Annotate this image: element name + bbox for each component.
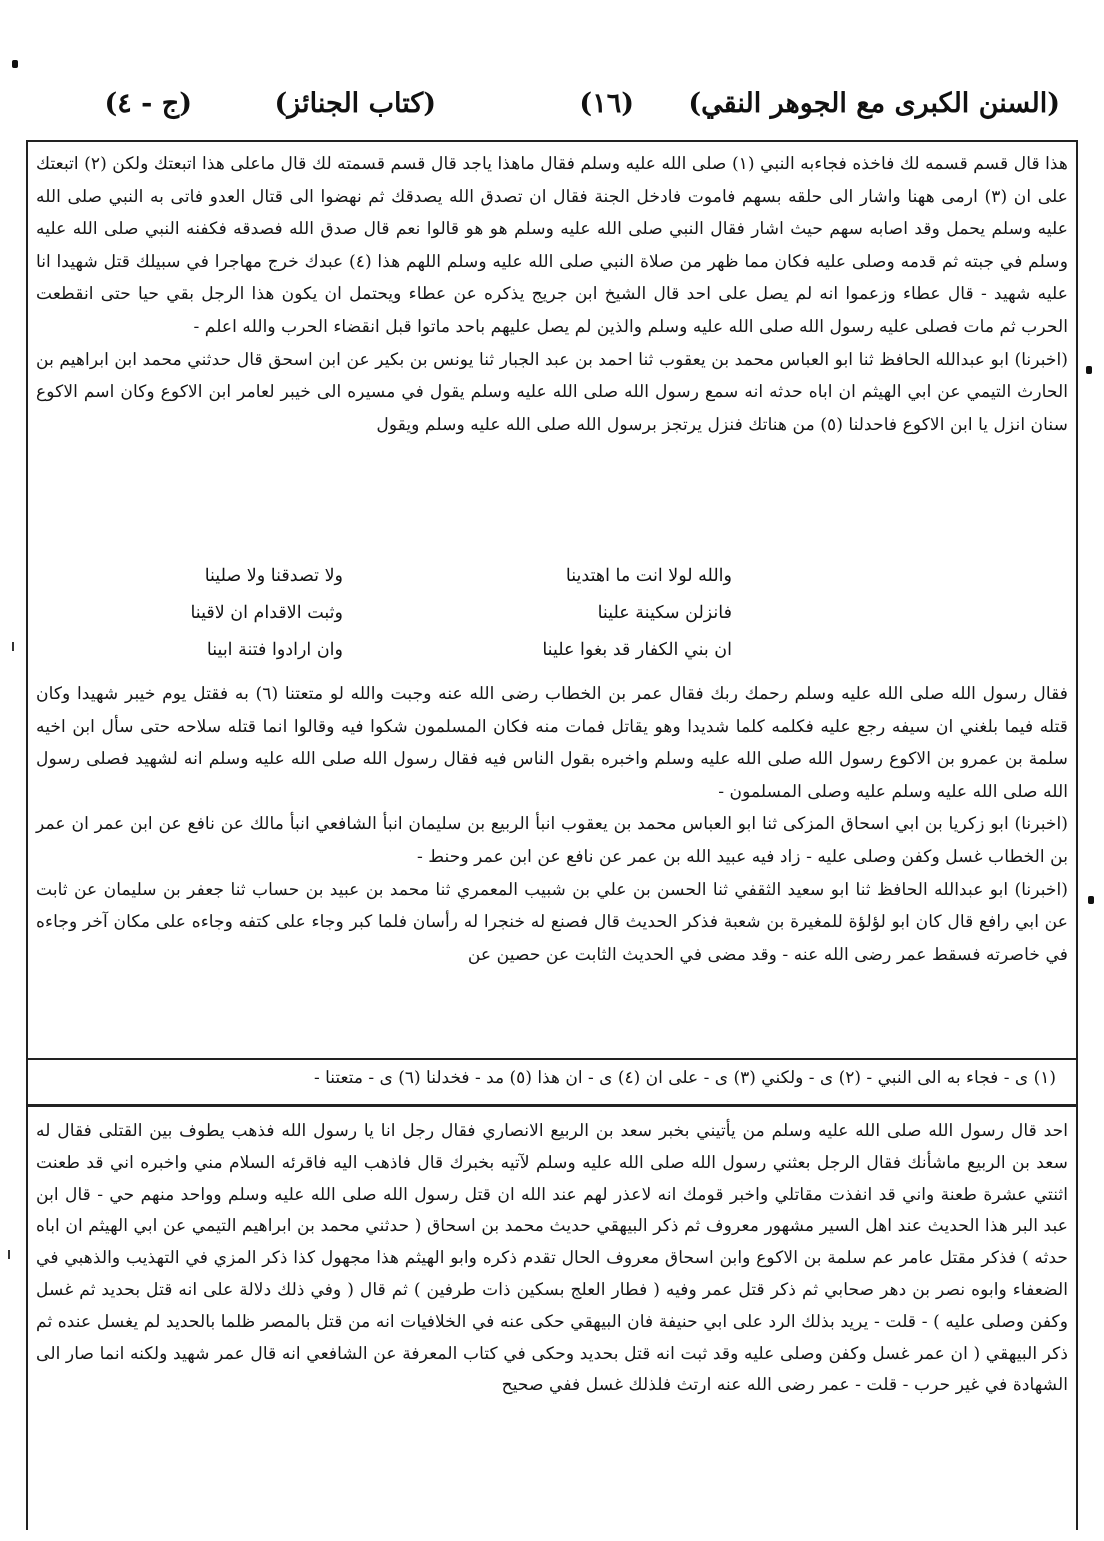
commentary-separator [26, 1104, 1078, 1107]
margin-mark [12, 642, 14, 651]
paragraph: (اخبرنا) ابو زكريا بن ابي اسحاق المزكى ثنا ابو العباس محمد بن يعقوب انبأ الربيع بن سليمان انبأ الشافعي انبأ مالك عن نافع عن ابن عمر ان عمر بن الخطاب غسل وكفن وصلى عليه - زاد فيه عبيد الله بن عمر عن نافع عن ابن عمر وحنط - [36, 814, 1068, 867]
margin-mark [1086, 366, 1092, 374]
paragraph: (اخبرنا) ابو عبدالله الحافظ ثنا ابو سعيد الثقفي ثنا الحسن بن علي بن شبيب المعمري ثنا محمد بن عبيد بن حساب ثنا جعفر بن سليمان عن ثابت عن ابي رافع قال كان ابو لؤلؤة للمغيرة بن شعبة فذكر الحديث قال فصنع له خنجرا له رأسان فلما كبر وجاء على كتفه وجاءه على مكان آخر وجاءه في خاصرته فسقط عمر رضى الله عنه - وقد مضى في الحديث الثابت عن حصين عن [36, 879, 1069, 965]
margin-mark [12, 60, 18, 68]
commentary-text [36, 1116, 1068, 1402]
paragraph: احد قال رسول الله صلى الله عليه وسلم من يأتيني بخبر سعد بن الربيع الانصاري فقال رجل انا يا رسول الله فذهب يطوف بين القتلى فقال له سعد بن الربيع ماشأنك فقال الرجل بعثني رسول الله صلى الله عليه وسلم لآتيه بخبرك قال فاذهب اليه فاقرئه السلام مني واخبره اني قد طعنت اثنتي عشرة طعنة واني قد انفذت مقاتلي واخبر قومك انه لاعذر لهم عند الله ان قتل رسول الله صلى الله عليه وسلم وواحد منهم حي - قال ابن عبد البر هذا الحديث عند اهل السير مشهور معروف ثم ذكر البيهقي حديث محمد بن اسحاق ( حدثني محمد بن ابراهيم التيمي عن ابي الهيثم ان اباه حدثه ) فذكر مقتل عامر عم سلمة بن الاكوع وابن اسحاق معروف الحال تقدم ذكره وابو الهيثم هذا مجهول كذا ذكر المزي في التهذيب والذهبي في الضعفاء وابوه نصر بن دهر صحابي ثم ذكر قتل عمر وفيه ( فطار العلج بسكين ذات طرفين ) ثم قال ( وفي ذلك دلالة على انه قتل بحديد ثم غسل وكفن وصلى عليه ) - قلت - يريد بذلك الرد على ابي حنيفة فان البيهقي حكى عنه في الخلافيات انه من قتل بالمصر ظلما بالحديد لم يغسل عنده ثم ذكر البيهقي ( ان عمر غسل وكفن وصلى عليه وقد ثبت انه قتل بحديد وحكى في كتاب المعرفة عن الشافعي انه قال عمر شهيد ولكنه انما صار الى الشهادة في غير حرب - قلت - عمر رضى الله عنه ارتث فلذلك غسل ففي صحيح [36, 1121, 1068, 1396]
frame-right-rule [1076, 140, 1078, 1530]
page-number: (١٦) [579, 88, 634, 119]
paragraph: هذا قال قسم قسمه لك فاخذه فجاءبه النبي (١) صلى الله عليه وسلم فقال ماهذا ياجد قال قسم قسمته لك قال ماعلى هذا اتبعتك ولكن (٢) اتبعتك على ان (٣) ارمى ههنا واشار الى حلقه بسهم فاموت فادخل الجنة فقال ان تصدق الله يصدقك ثم نهضوا الى قتال العدو فاتى به النبي صلى الله عليه وسلم يحمل وقد اصابه سهم حيث اشار فقال النبي صلى الله عليه وسلم هو هو قالوا نعم قال صدق الله فصدقه فكفنه النبي صلى الله عليه وسلم في جبته ثم قدمه وصلى عليه فكان مما ظهر من صلاة النبي صلى الله عليه وسلم اللهم هذا (٤) عبدك خرج مهاجرا في سبيلك قتل شهيدا انا عليه شهيد - قال عطاء وزعموا انه لم يصل على احد قال الشيخ ابن جريج يذكره عن عطاء ويحتمل ان يكون هذا الرجل بقي حيا حتى انقطعت الحرب ثم مات فصلى عليه رسول الله صلى الله عليه وسلم والذين لم يصل عليهم باحد ماتوا قبل انقضاء الحرب والله اعلم - [36, 154, 1069, 337]
verse-first-hemistich: فانزلن سكينة علينا [597, 603, 732, 623]
verse-second-hemistich: ولا تصدقنا ولا صلينا [204, 566, 343, 586]
footnote-separator [26, 1058, 1078, 1060]
margin-mark [1088, 896, 1094, 904]
chapter-title: (كتاب الجنائز) [274, 88, 436, 119]
verse-first-hemistich: والله لولا انت ما اهتدينا [565, 566, 732, 586]
main-text-upper [36, 148, 1068, 441]
frame-left-rule [26, 140, 28, 1530]
margin-mark [8, 1250, 10, 1259]
poem-verse [36, 640, 1068, 677]
verse-second-hemistich: وثبت الاقدام ان لاقينا [190, 603, 343, 623]
poem-verse [36, 603, 1068, 640]
verse-first-hemistich: ان بني الكفار قد بغوا علينا [542, 640, 732, 660]
poem [36, 566, 1068, 677]
verse-second-hemistich: وان ارادوا فتنة ابينا [206, 640, 343, 660]
paragraph: فقال رسول الله صلى الله عليه وسلم رحمك ربك فقال عمر بن الخطاب رضى الله عنه وجبت والله لو متعتنا (٦) به فقتل يوم خيبر شهيدا وكان قتله فيما بلغني ان سيفه رجع عليه فكلمه كلما شديدا وهو يقاتل فمات منه فكان المسلمون شكوا فيه وقالوا انما قتله سلاحه حتى سأل ابن اخيه سلمة بن عمرو بن الاكوع رسول الله صلى الله عليه وسلم واخبره بقول الناس فيه فقال رسول الله صلى الله عليه وسلم انه لشهيد فصلى رسول الله صلى الله عليه وسلم عليه وصلى المسلمون - [36, 684, 1068, 802]
volume-number: (ج - ٤) [104, 88, 192, 119]
poem-verse [36, 566, 1068, 603]
book-title: (السنن الكبرى مع الجوهر النقي) [688, 88, 1060, 119]
paragraph: (اخبرنا) ابو عبدالله الحافظ ثنا ابو العباس محمد بن يعقوب ثنا احمد بن عبد الجبار ثنا يونس بن بكير عن ابن اسحق قال حدثني محمد ابن ابراهيم بن الحارث التيمي عن ابي الهيثم ان اباه حدثه انه سمع رسول الله صلى الله عليه وسلم يقول في مسيره الى خيبر لعامر ابن الاكوع وكان اسم الاكوع سنان انزل يا ابن الاكوع فاحدلنا (٥) من هناتك فنزل يرتجز برسول الله صلى الله عليه وسلم ويقول [36, 349, 1068, 435]
main-text-lower [36, 678, 1068, 971]
page-header [60, 88, 1060, 136]
frame-top-rule [26, 140, 1078, 142]
footnotes: (١) ى - فجاء به الى النبي - (٢) ى - ولكني (٣) ى - على ان (٤) ى - ان هذا (٥) مد - فخدلنا (٦) ى - متعتنا - [313, 1068, 1056, 1088]
